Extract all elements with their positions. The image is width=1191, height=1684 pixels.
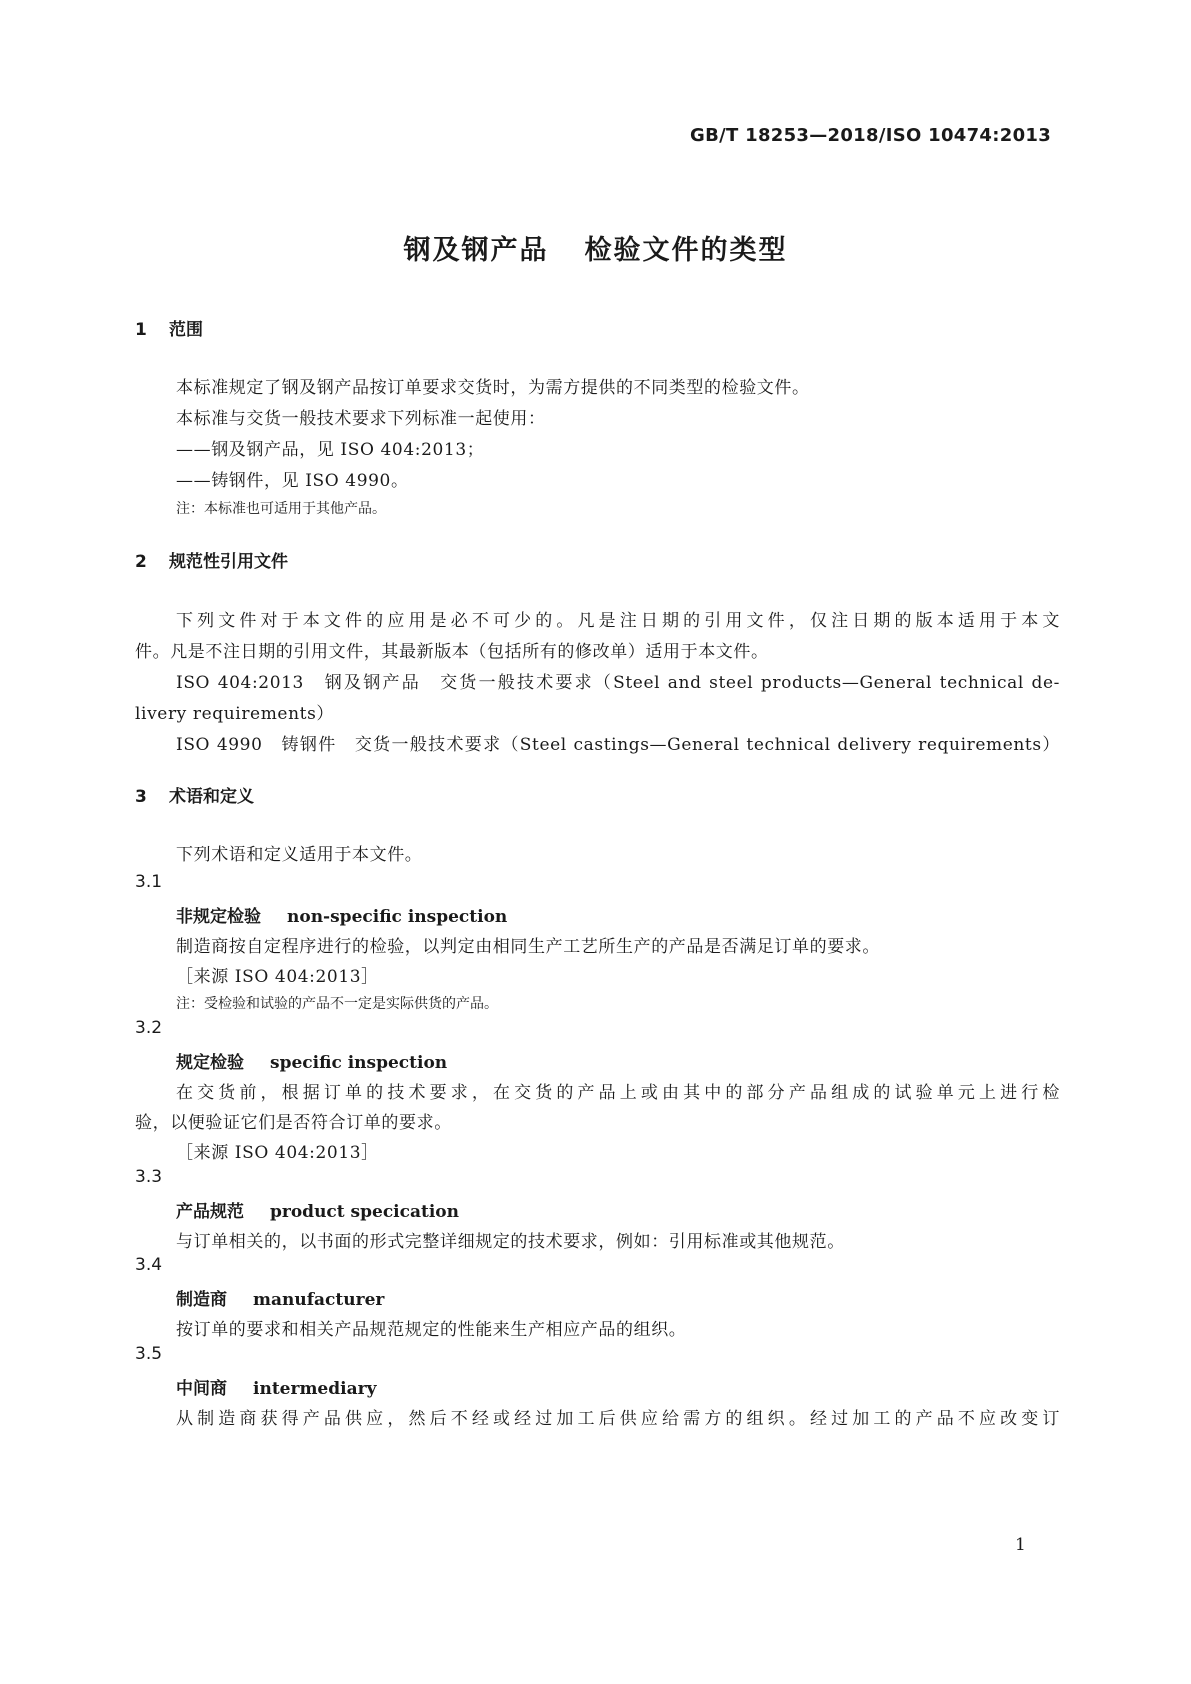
term-3-4-heading: 制造商 manufacturer [176, 1290, 385, 1310]
s2-line-1: 下列文件对于本文件的应用是必不可少的。凡是注日期的引用文件，仅注日期的版本适用于本文 [176, 611, 1060, 631]
term-3-3-number: 3.3 [135, 1167, 163, 1187]
section-3-heading: 3 术语和定义 [135, 787, 254, 807]
term-3-5-heading: 中间商 intermediary [176, 1379, 377, 1399]
s2-ref-iso4990: ISO 4990 铸钢件 交货一般技术要求（Steel castings—General technical delivery requirements） [176, 735, 1060, 755]
section-1-heading: 1 范围 [135, 320, 203, 340]
page-number: 1 [1015, 1535, 1026, 1555]
term-3-4-number: 3.4 [135, 1255, 163, 1275]
term-3-2-definition-2: 验，以便验证它们是否符合订单的要求。 [135, 1113, 452, 1133]
s3-intro: 下列术语和定义适用于本文件。 [176, 845, 423, 865]
document-title [0, 228, 1191, 267]
section-2-heading: 2 规范性引用文件 [135, 552, 288, 572]
s1-note: 注：本标准也可适用于其他产品。 [176, 501, 386, 517]
term-3-2-definition-1: 在交货前，根据订单的技术要求，在交货的产品上或由其中的部分产品组成的试验单元上进行检 [176, 1083, 1060, 1103]
title-part2: 检验文件的类型 [584, 235, 788, 266]
term-3-2-heading: 规定检验 specific inspection [176, 1053, 448, 1073]
s1-line-3: ——钢及钢产品，见 ISO 404:2013； [176, 440, 485, 460]
s2-line-2: 件。凡是不注日期的引用文件，其最新版本（包括所有的修改单）适用于本文件。 [135, 642, 769, 662]
term-3-1-number: 3.1 [135, 872, 163, 892]
term-3-1-note: 注：受检验和试验的产品不一定是实际供货的产品。 [176, 996, 498, 1012]
term-3-1-heading: 非规定检验 non-specific inspection [176, 907, 508, 927]
term-3-2-source: ［来源 ISO 404:2013］ [176, 1143, 379, 1163]
term-3-3-heading: 产品规范 product specication [176, 1202, 460, 1222]
term-3-1-definition: 制造商按自定程序进行的检验，以判定由相同生产工艺所生产的产品是否满足订单的要求。 [176, 937, 880, 957]
term-3-5-definition: 从制造商获得产品供应，然后不经或经过加工后供应给需方的组织。经过加工的产品不应改变订 [176, 1409, 1060, 1429]
term-3-4-definition: 按订单的要求和相关产品规范规定的性能来生产相应产品的组织。 [176, 1320, 687, 1340]
s1-line-1: 本标准规定了钢及钢产品按订单要求交货时，为需方提供的不同类型的检验文件。 [176, 378, 810, 398]
s1-line-2: 本标准与交货一般技术要求下列标准一起使用： [176, 409, 546, 429]
term-3-5-number: 3.5 [135, 1344, 163, 1364]
term-3-2-number: 3.2 [135, 1018, 163, 1038]
term-3-3-definition: 与订单相关的，以书面的形式完整详细规定的技术要求，例如：引用标准或其他规范。 [176, 1232, 845, 1252]
title-part1: 钢及钢产品 [403, 235, 549, 266]
s1-line-4: ——铸钢件，见 ISO 4990。 [176, 471, 409, 491]
s2-ref-iso404-cont: livery requirements） [135, 704, 334, 724]
term-3-1-source: ［来源 ISO 404:2013］ [176, 967, 379, 987]
standard-code: GB/T 18253—2018/ISO 10474:2013 [690, 125, 1052, 146]
s2-ref-iso404: ISO 404:2013 钢及钢产品 交货一般技术要求（Steel and steel products—General technical de- [176, 673, 1060, 693]
